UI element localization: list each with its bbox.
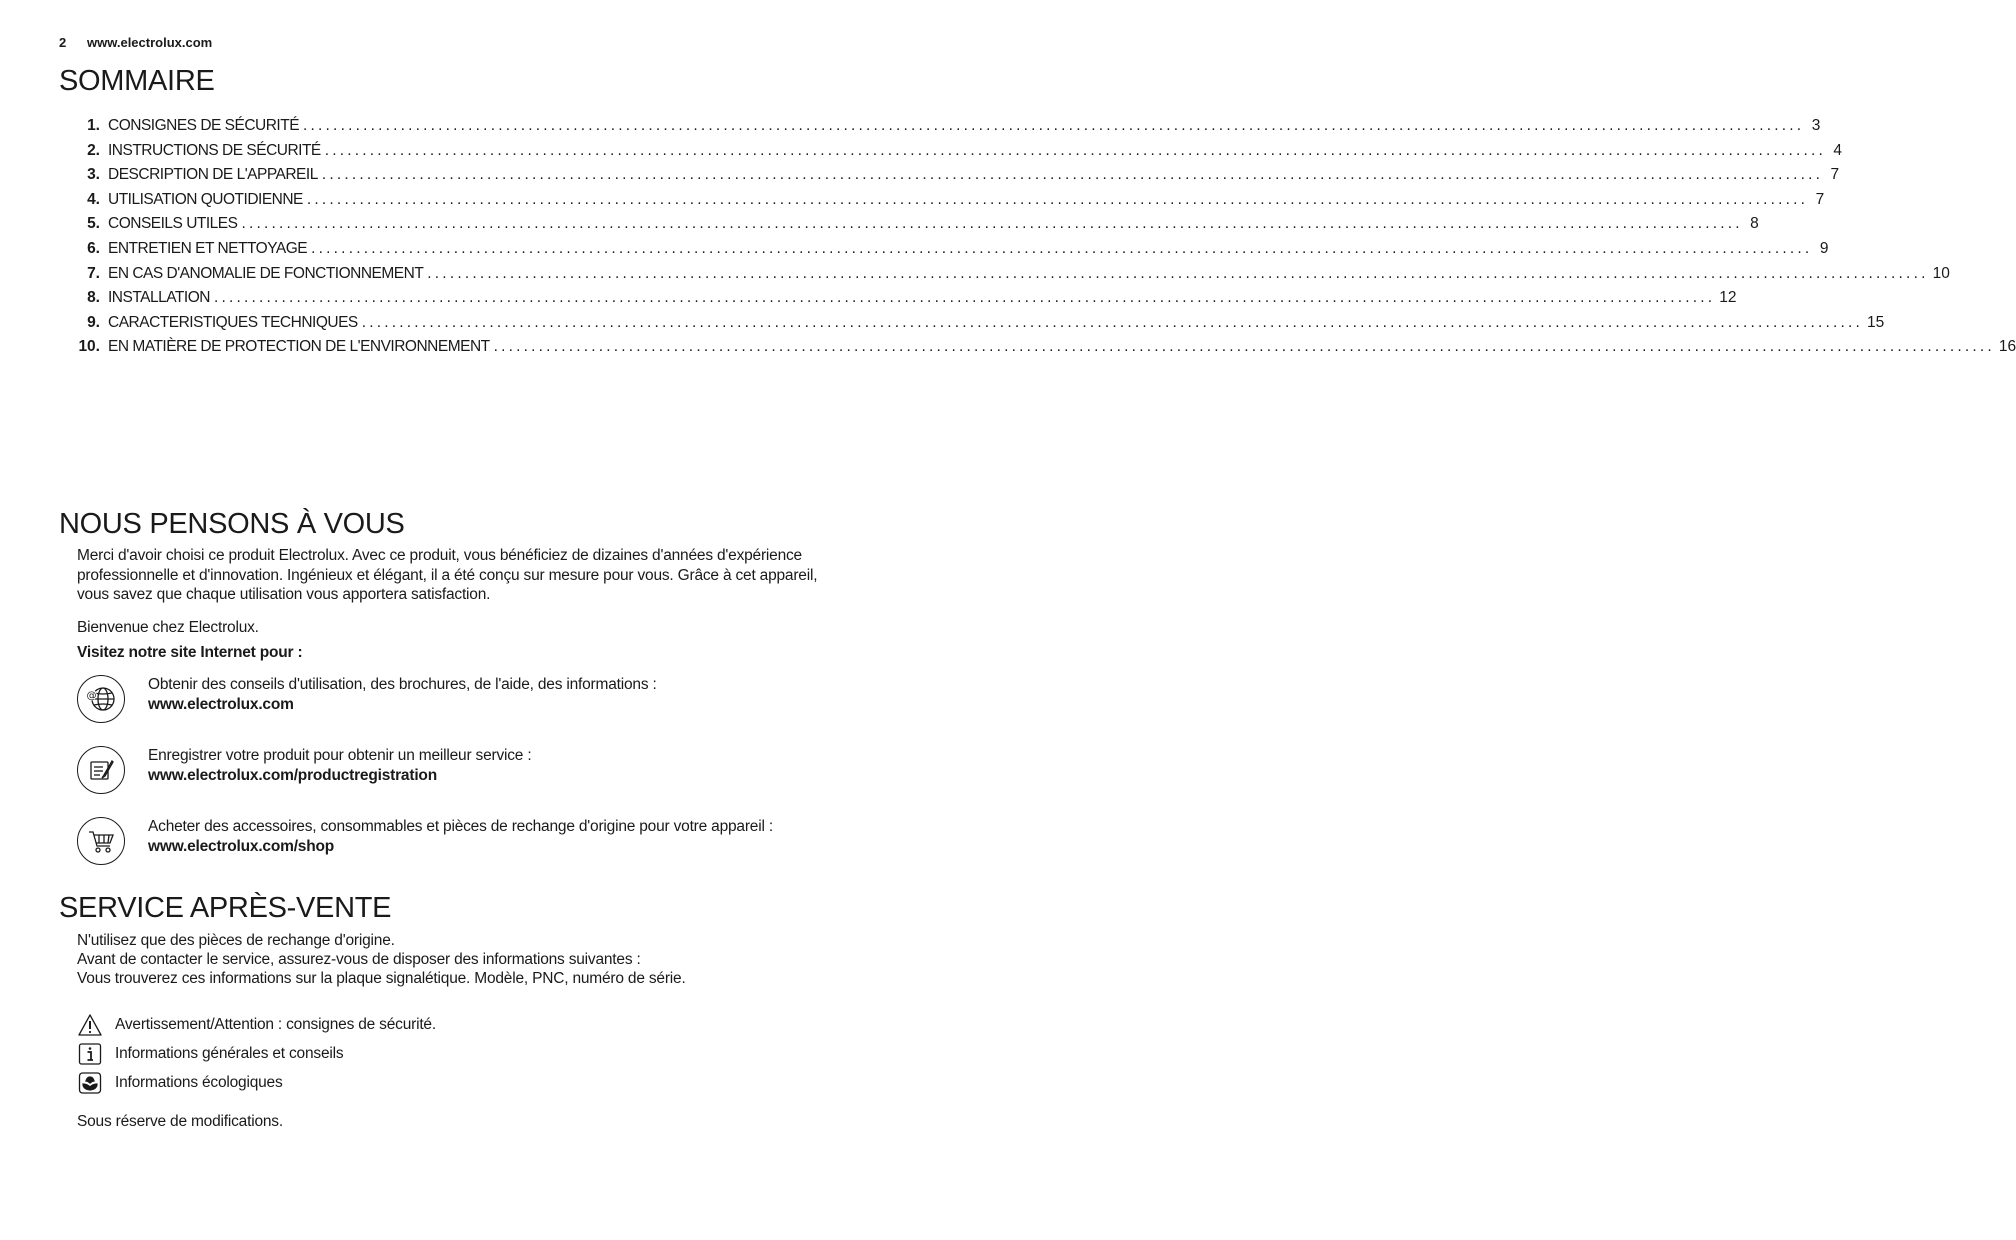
toc-item-number: 2. — [87, 141, 100, 159]
intro-paragraph: Merci d'avoir choisi ce produit Electrolux. Avec ce produit, vous bénéficiez de dizaines d'années d'expérience professionnelle et d'innovation. Ingénieux et élégant, il a été conçu sur mesure pour vous. Grâce à cet appareil, vous savez que chaque utilisation vous apportera satisfaction. — [77, 547, 818, 604]
link-url[interactable]: www.electrolux.com/shop — [148, 837, 335, 855]
toc-item-page: 7 — [1830, 166, 1840, 184]
link-url[interactable]: www.electrolux.com/productregistration — [148, 766, 437, 784]
toc-item-page: 12 — [1719, 289, 1737, 307]
page-number: 2 — [59, 35, 67, 50]
toc-item-number: 9. — [87, 313, 100, 331]
toc-item-title: EN MATIÈRE DE PROTECTION DE L'ENVIRONNEMENT — [108, 338, 490, 356]
toc-item[interactable] — [75, 163, 1840, 188]
header-site[interactable]: www.electrolux.com — [87, 35, 213, 50]
sommaire-title: SOMMAIRE — [59, 65, 215, 97]
toc-item-page: 9 — [1819, 239, 1829, 257]
toc-item-title: CONSEILS UTILES — [108, 215, 238, 233]
toc-leader-dots: ........................................................................................................................................................................................................ — [306, 190, 1809, 208]
toc-item-number: 4. — [87, 190, 100, 208]
legend-text: Informations générales et conseils — [115, 1045, 344, 1062]
legend-eco — [77, 1071, 283, 1095]
toc-item[interactable] — [75, 262, 1950, 287]
shopping-cart-icon — [77, 817, 125, 865]
toc-item[interactable] — [75, 114, 1821, 139]
toc-item[interactable] — [75, 237, 1829, 262]
toc-leader-dots: ........................................................................................................................................................................................................ — [213, 289, 1716, 307]
link-description: Obtenir des conseils d'utilisation, des brochures, de l'aide, des informations : — [148, 676, 657, 693]
toc-leader-dots: ........................................................................................................................................................................................................ — [324, 141, 1827, 159]
toc-item-page: 7 — [1815, 190, 1825, 208]
toc-leader-dots: ........................................................................................................................................................................................................ — [361, 313, 1864, 331]
toc-item[interactable] — [75, 188, 1825, 213]
toc-item-title: UTILISATION QUOTIDIENNE — [108, 190, 303, 208]
toc-item-page: 4 — [1833, 141, 1843, 159]
legend-info — [77, 1042, 343, 1066]
footer-note: Sous réserve de modifications. — [77, 1113, 283, 1130]
toc-item-number: 6. — [87, 239, 100, 257]
toc-item-title: CARACTERISTIQUES TECHNIQUES — [108, 313, 358, 331]
toc-item[interactable] — [75, 335, 2016, 360]
toc-item[interactable] — [75, 139, 1843, 164]
toc-item-title: DESCRIPTION DE L'APPAREIL — [108, 166, 318, 184]
toc-item-title: INSTALLATION — [108, 289, 210, 307]
globe-icon — [77, 675, 125, 723]
nous-pensons-title: NOUS PENSONS À VOUS — [59, 508, 405, 540]
service-title: SERVICE APRÈS-VENTE — [59, 892, 392, 924]
page-header — [59, 35, 212, 50]
service-line-1: N'utilisez que des pièces de rechange d'origine. — [77, 932, 395, 949]
toc-item-title: ENTRETIEN ET NETTOYAGE — [108, 239, 308, 257]
service-line-2: Avant de contacter le service, assurez-vous de disposer des informations suivantes : — [77, 951, 641, 968]
toc-item-number: 10. — [78, 338, 100, 356]
toc-item-title: CONSIGNES DE SÉCURITÉ — [108, 117, 300, 134]
toc-item[interactable] — [75, 212, 1759, 237]
legend-warning — [77, 1013, 436, 1037]
toc-leader-dots: ........................................................................................................................................................................................................ — [241, 215, 1743, 233]
toc-leader-dots: ........................................................................................................................................................................................................ — [493, 338, 1995, 356]
toc-item-page: 16 — [1998, 338, 2016, 356]
toc-item-number: 1. — [87, 117, 100, 134]
toc-item-page: 10 — [1932, 264, 1950, 282]
toc-item-number: 7. — [87, 264, 100, 282]
warning-icon — [77, 1013, 103, 1037]
toc-leader-dots: ........................................................................................................................................................................................................ — [303, 117, 1805, 134]
registration-icon — [77, 746, 125, 794]
toc-item-page: 8 — [1750, 215, 1759, 233]
legend-text: Informations écologiques — [115, 1074, 283, 1091]
link-url[interactable]: www.electrolux.com — [148, 695, 294, 713]
eco-icon — [77, 1071, 103, 1095]
toc-leader-dots: ........................................................................................................................................................................................................ — [321, 166, 1824, 184]
welcome-text: Bienvenue chez Electrolux. — [77, 619, 259, 636]
toc-item-title: EN CAS D'ANOMALIE DE FONCTIONNEMENT — [108, 264, 424, 282]
toc-item[interactable] — [75, 286, 1737, 311]
toc-item-number: 5. — [87, 215, 100, 233]
service-line-3: Vous trouverez ces informations sur la plaque signalétique. Modèle, PNC, numéro de série. — [77, 970, 686, 987]
toc-item-title: INSTRUCTIONS DE SÉCURITÉ — [108, 141, 321, 159]
link-description: Enregistrer votre produit pour obtenir un meilleur service : — [148, 747, 532, 764]
toc-item-page: 3 — [1811, 117, 1821, 134]
toc-item-page: 15 — [1867, 313, 1885, 331]
visit-heading: Visitez notre site Internet pour : — [77, 644, 303, 661]
toc-leader-dots: ........................................................................................................................................................................................................ — [311, 239, 1813, 257]
link-description: Acheter des accessoires, consommables et pièces de rechange d'origine pour votre appareil : — [148, 818, 773, 835]
toc-leader-dots: ........................................................................................................................................................................................................ — [427, 264, 1929, 282]
legend-text: Avertissement/Attention : consignes de sécurité. — [115, 1016, 436, 1033]
table-of-contents — [75, 114, 2016, 360]
svg-text:@: @ — [86, 690, 97, 702]
toc-item[interactable] — [75, 311, 1885, 336]
info-icon — [77, 1042, 103, 1066]
toc-item-number: 3. — [87, 166, 100, 184]
toc-item-number: 8. — [87, 289, 100, 307]
